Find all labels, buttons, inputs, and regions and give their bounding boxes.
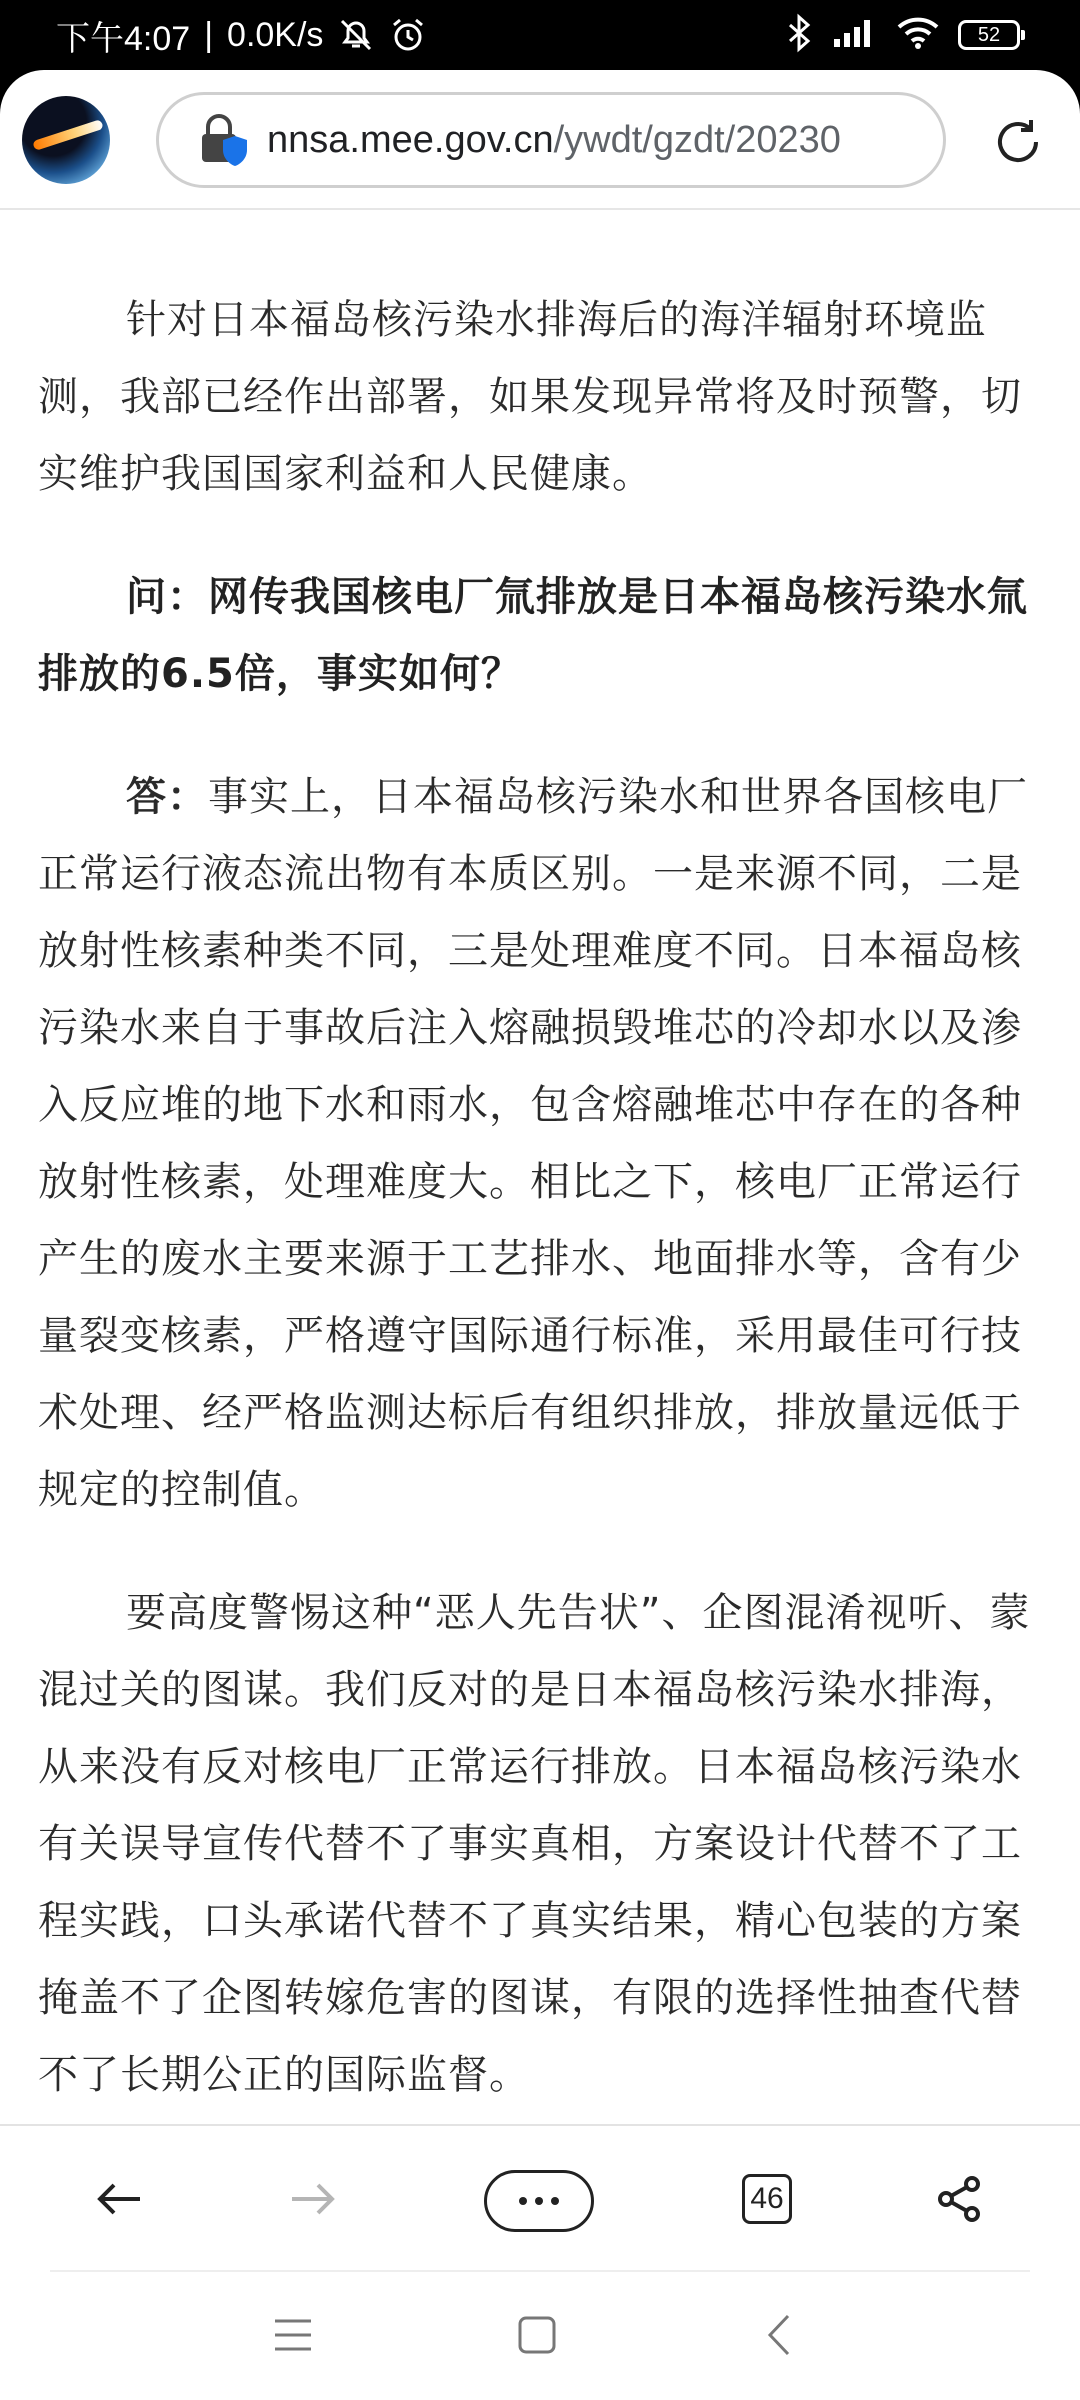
battery-icon: 52: [958, 20, 1020, 50]
bluetooth-icon: [784, 13, 814, 57]
back-icon[interactable]: [76, 2156, 162, 2242]
lock-icon[interactable]: [197, 112, 247, 168]
system-nav-bar: [0, 2270, 1080, 2400]
tabs-icon[interactable]: 46: [742, 2174, 792, 2224]
url-path: /ywdt/gzdt/20230: [553, 118, 841, 161]
answer-body: 事实上，日本福岛核污染水和世界各国核电厂正常运行液态流出物有本质区别。一是来源不同，二是放射性核素种类不同，三是处理难度不同。日本福岛核污染水来自于事故后注入熔融损毁堆芯的冷却水以及渗入反应堆的地下水和雨水，包含熔融堆芯中存在的各种放射性核素，处理难度大。相比之下，核电厂正常运行产生的废水主要来源于工艺排水、地面排水等，含有少量裂变核素，严格遵守国际通行标准，采用最佳可行技术处理、经严格监测达标后有组织排放，排放量远低于规定的控制值。: [38, 774, 1028, 1513]
forward-icon[interactable]: [270, 2156, 356, 2242]
home-icon[interactable]: [494, 2292, 580, 2378]
status-left: [56, 12, 427, 58]
divider: [50, 2270, 1030, 2272]
mute-icon: [337, 16, 375, 54]
share-icon[interactable]: [916, 2156, 1002, 2242]
answer-paragraph: [38, 759, 1048, 1529]
url-host: nnsa.mee.gov.cn: [267, 118, 554, 161]
article-content: [38, 282, 1048, 2160]
browser-bottom-nav: [0, 2124, 1080, 2272]
wifi-icon: [896, 16, 940, 54]
recent-apps-icon[interactable]: [250, 2292, 336, 2378]
paragraph: 针对日本福岛核污染水排海后的海洋辐射环境监测，我部已经作出部署，如果发现异常将及时预警，切实维护我国国家利益和人民健康。: [38, 297, 1022, 497]
paragraph: 要高度警惕这种“恶人先告状”、企图混淆视听、蒙混过关的图谋。我们反对的是日本福岛核污染水排海，从来没有反对核电厂正常运行排放。日本福岛核污染水有关误导宣传代替不了事实真相，方案设计代替不了工程实践，口头承诺代替不了真实结果，精心包装的方案掩盖不了企图转嫁危害的图谋，有限的选择性抽查代替不了长期公正的国际监督。: [38, 1590, 1031, 2098]
browser-toolbar: [0, 70, 1080, 210]
system-back-icon[interactable]: [736, 2292, 822, 2378]
site-logo[interactable]: [22, 96, 110, 184]
url-text[interactable]: [267, 119, 841, 162]
address-bar[interactable]: [156, 92, 946, 188]
signal-icon: [832, 17, 878, 53]
alarm-icon: [389, 16, 427, 54]
answer-lead: 答：: [126, 774, 208, 820]
reload-icon[interactable]: [988, 112, 1048, 172]
status-separator: |: [204, 15, 214, 54]
status-right: [784, 12, 1020, 58]
status-bar: [0, 0, 1080, 70]
question-paragraph: 问：网传我国核电厂氚排放是日本福岛核污染水氚排放的6.5倍，事实如何？: [38, 574, 1028, 697]
clock: 下午4:07: [56, 19, 191, 58]
more-icon[interactable]: [484, 2170, 594, 2232]
network-speed: 0.0K/s: [227, 15, 324, 54]
